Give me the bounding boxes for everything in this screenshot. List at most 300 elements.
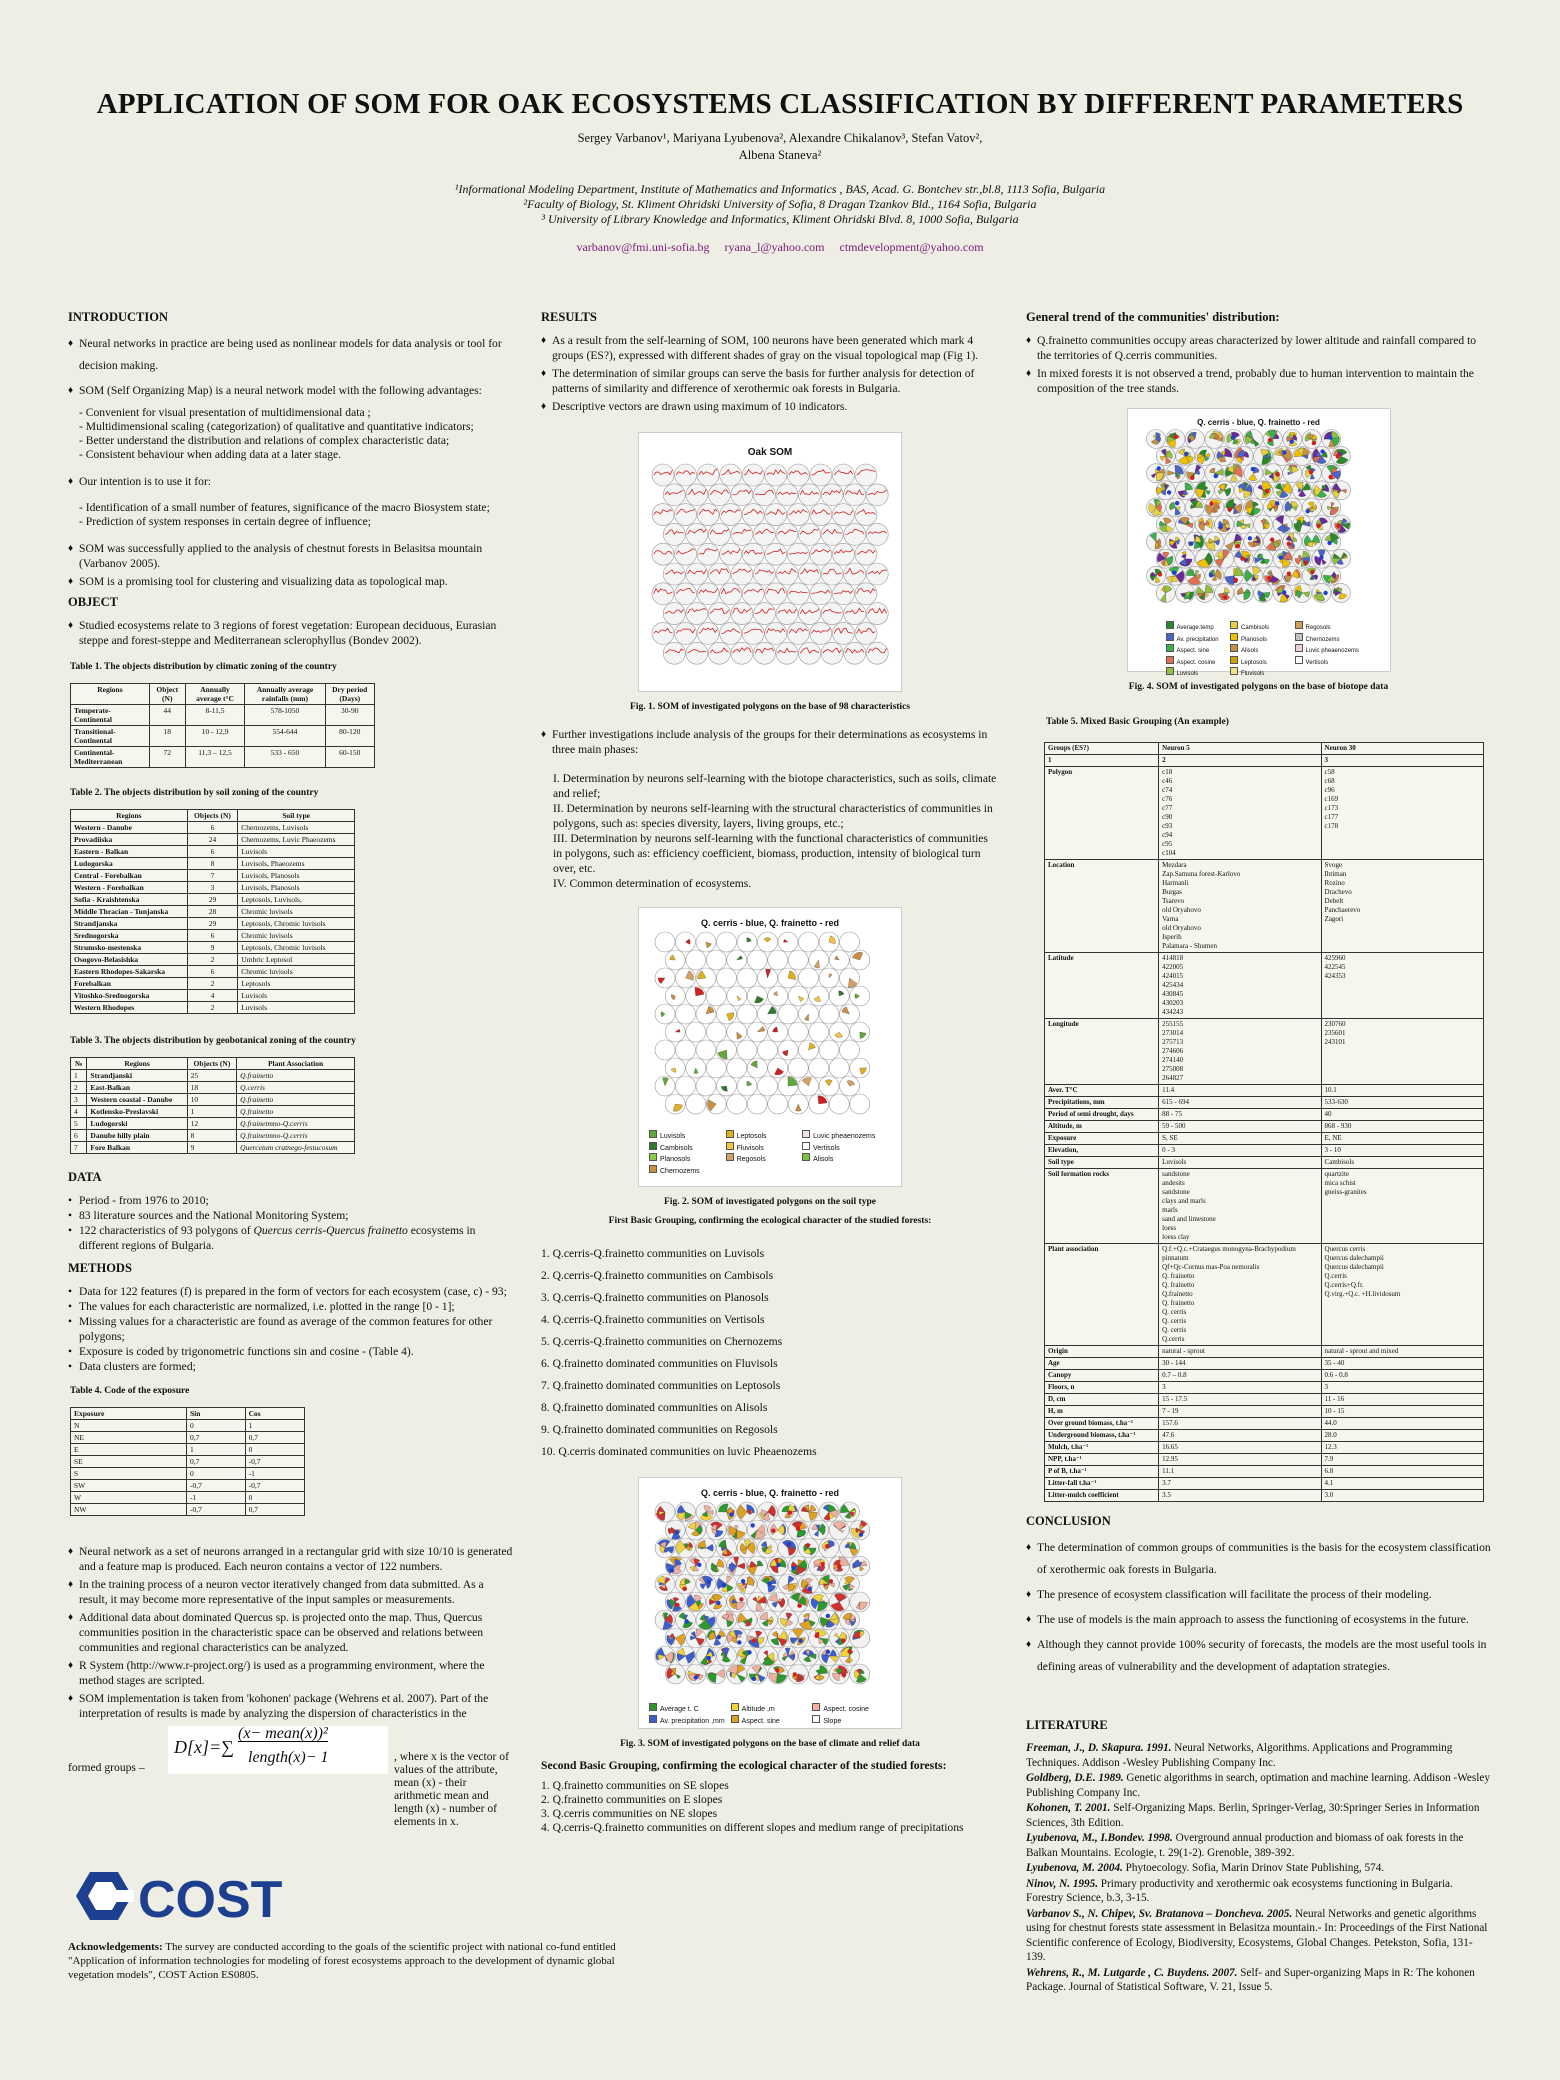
table3-cell: Q.frainetmno-Q.cerris <box>237 1130 355 1142</box>
som-marker <box>1328 475 1332 479</box>
table4-row <box>71 1420 305 1432</box>
table5-row <box>1045 1157 1484 1169</box>
methods2-item: ♦ Additional data about dominated Quercus sp. is projected onto the map. Thus, Quercus communities position in the characteristic space can be observed and relations between communities and regional characteristics can be analyzed. <box>68 1610 513 1655</box>
som-neuron <box>758 1040 778 1060</box>
table5-row <box>1045 1382 1484 1394</box>
table5-cell: Elevation, <box>1045 1145 1159 1157</box>
table4-header: Exposure <box>71 1408 187 1420</box>
table3-cell: Fore Balkan <box>87 1142 187 1154</box>
table2-row <box>71 870 355 882</box>
legend-label: Aspect. sine <box>1176 648 1210 654</box>
affiliations <box>0 182 1560 227</box>
som-neuron <box>776 642 798 664</box>
table4-cell: 0 <box>186 1420 245 1432</box>
table2-row <box>71 1002 355 1014</box>
som-marker <box>798 1639 802 1643</box>
results-item: ♦ The determination of similar groups can serve the basis for further analysis for detection of patterns of similarity and difference of xerothermic oak forests in Bulgaria. <box>541 366 999 396</box>
table3-cell: 25 <box>187 1070 237 1082</box>
table2-cell: Chromic luvisols <box>238 906 355 918</box>
table3-cell: Q.frainetto <box>237 1106 355 1118</box>
som-neuron <box>697 622 719 644</box>
table4-cell: 0 <box>186 1468 245 1480</box>
som-neuron <box>676 1040 696 1060</box>
fig3-legend <box>649 1703 894 1726</box>
literature-list <box>1026 1741 1491 1995</box>
group1-item: 8. Q.frainetto dominated communities on Alisols <box>541 1401 768 1414</box>
first-grouping-title: First Basic Grouping, confirming the ecological character of the studied forests: <box>608 1216 932 1226</box>
table5-cell: 11 - 16 <box>1321 1394 1483 1406</box>
methods2-item: ♦ Neural network as a set of neurons arranged in a rectangular grid with size 10/10 is generated and a feature map is produced. Each neuron contains a vector of 122 numbers. <box>68 1544 513 1574</box>
table5-caption: Table 5. Mixed Basic Grouping (An example) <box>1046 717 1229 727</box>
table-exposure-code <box>70 1407 305 1516</box>
table2-cell: Ludogorska <box>71 858 188 870</box>
legend-swatch <box>802 1142 810 1150</box>
fig4-som-grid <box>1128 425 1390 625</box>
column-middle <box>541 310 999 1835</box>
table4-cell: W <box>71 1492 187 1504</box>
advantages-list <box>68 406 513 462</box>
table2-cell: Luvisols <box>238 990 355 1002</box>
som-neuron <box>686 523 708 545</box>
som-neuron <box>655 1040 675 1060</box>
reference <box>1026 1861 1491 1876</box>
som-neuron <box>850 1094 870 1114</box>
som-marker <box>1230 435 1234 439</box>
group1-item: 10. Q.cerris dominated communities on luvic Pheaenozems <box>541 1445 817 1458</box>
table5-cell: c58 c68 c96 c169 c173 c177 c178 <box>1321 767 1483 860</box>
column-right <box>1026 310 1491 1996</box>
som-neuron <box>717 968 737 988</box>
som-neuron <box>652 464 674 486</box>
som-neuron <box>686 484 708 506</box>
som-marker <box>1278 556 1282 560</box>
table2-cell: 24 <box>187 834 238 846</box>
table5-cell: S, SE <box>1159 1133 1321 1145</box>
table5-row <box>1045 1145 1484 1157</box>
reference-authors: Lyubenova, M. 2004. <box>1026 1862 1123 1874</box>
object-heading: OBJECT <box>68 595 119 609</box>
legend-item <box>1166 644 1231 656</box>
legend-label: Altitude ,m <box>741 1706 775 1713</box>
som-marker <box>1189 541 1193 545</box>
som-neuron <box>652 622 674 644</box>
table1-header: Annually average rainfalls (mm) <box>245 684 325 705</box>
group2-item: 1. Q.frainetto communities on SE slopes <box>541 1779 729 1792</box>
som-neuron <box>787 464 809 486</box>
table5-cell: Cambisols <box>1321 1157 1483 1169</box>
som-neuron <box>866 642 888 664</box>
table1-cell: 8-11,5 <box>185 705 245 726</box>
legend-label: Vertisols <box>813 1144 840 1152</box>
table4-row <box>71 1492 305 1504</box>
reference-authors: Varbanov S., N. Chipev, Sv. Bratanova – Doncheva. 2005. <box>1026 1907 1293 1920</box>
advantage-item: - Convenient for visual presentation of multidimensional data ; <box>79 406 371 419</box>
legend-swatch <box>1230 644 1238 652</box>
som-neuron <box>747 950 767 970</box>
legend-item <box>1295 633 1366 645</box>
table4-cell: -0,7 <box>245 1456 304 1468</box>
som-marker <box>1190 476 1194 480</box>
phase-item: III. Determination by neurons self-learning with the functional characteristics of communities in polygons, such as: efficiency coefficient, biomass, production, intensity of biological turn over, etc. <box>553 832 988 875</box>
som-segment <box>817 1602 827 1611</box>
som-marker <box>675 1603 679 1607</box>
table2-row <box>71 966 355 978</box>
table5-cell: 47.6 <box>1159 1430 1321 1442</box>
som-neuron <box>840 932 860 952</box>
som-marker <box>1171 571 1175 575</box>
som-marker <box>1264 489 1268 493</box>
table2-cell: 6 <box>187 930 238 942</box>
som-neuron <box>708 603 730 625</box>
table2-header: Objects (N) <box>187 810 238 822</box>
intro-bullet: ♦ Neural networks in practice are being used as nonlinear models for data analysis or tool for decision making. <box>68 333 513 377</box>
som-neuron <box>788 1058 808 1078</box>
legend-swatch <box>1230 621 1238 629</box>
som-neuron <box>866 563 888 585</box>
column-left <box>68 310 513 1828</box>
emails <box>0 240 1560 255</box>
som-marker <box>788 1510 792 1514</box>
group1-item: 9. Q.frainetto dominated communities on Regosols <box>541 1423 778 1436</box>
som-marker <box>1310 570 1314 574</box>
som-neuron <box>809 1022 829 1042</box>
table1-cell: 18 <box>149 726 185 747</box>
som-neuron <box>708 642 730 664</box>
legend-label: Cambisols <box>660 1144 693 1152</box>
reference-authors: Goldberg, D.E. 1989. <box>1026 1772 1124 1784</box>
table4-cell: 1 <box>186 1444 245 1456</box>
table4-cell: -0,7 <box>245 1480 304 1492</box>
table3-cell: 1 <box>71 1070 87 1082</box>
table5-cell: 12.95 <box>1159 1454 1321 1466</box>
table1-header: Regions <box>71 684 150 705</box>
som-neuron <box>742 583 764 605</box>
som-marker <box>675 1530 679 1534</box>
reference-authors: Freeman, J., D. Skapura. 1991. <box>1026 1742 1172 1754</box>
use-item: - Identification of a small number of features, significance of the macro Biosystem state; <box>79 501 490 514</box>
som-marker <box>1247 536 1251 540</box>
som-marker <box>847 1649 851 1653</box>
table4-cell: -0,7 <box>186 1504 245 1516</box>
table5-cell: Mulch, t.ha⁻¹ <box>1045 1442 1159 1454</box>
legend-label: Aspect. cosine <box>823 1706 869 1713</box>
table5-cell: Litter-fall t.ha⁻¹ <box>1045 1478 1159 1490</box>
conclusion-item: ♦ The use of models is the main approach to assess the functioning of ecosystems in the future. <box>1026 1609 1491 1631</box>
table5-cell: Quercus cerris Quercus dalechampii Quercus dalechampii Q.cerris Q.cerris+Q.fr. Q.virg.+Q.c. +H.lividosum <box>1321 1244 1483 1346</box>
som-marker <box>837 1564 841 1568</box>
som-marker <box>826 1650 830 1654</box>
figure-2 <box>638 907 902 1187</box>
table3-header: Plant Association <box>237 1058 355 1070</box>
som-neuron <box>675 622 697 644</box>
som-marker <box>1336 524 1340 528</box>
som-marker <box>859 1533 863 1537</box>
methods-list <box>68 1284 513 1374</box>
advantage-item: - Better understand the distribution and relations of complex characteristic data; <box>79 434 450 447</box>
legend-label: Fluvisols <box>1241 671 1265 677</box>
legend-swatch <box>1230 656 1238 664</box>
legend-item <box>802 1130 894 1142</box>
som-marker <box>1305 509 1309 513</box>
som-marker <box>767 1581 771 1585</box>
table3-cell: Q.frainetto <box>237 1070 355 1082</box>
som-marker <box>771 1528 775 1532</box>
legend-item <box>649 1142 726 1154</box>
som-neuron <box>844 484 866 506</box>
som-neuron <box>652 504 674 526</box>
som-marker <box>791 1566 795 1570</box>
legend-swatch <box>812 1715 820 1723</box>
reference-text: Neural Networks, Algorithms. Applications and Programming Techniques. Addison -Wesley Publishing Company Inc. <box>1026 1742 1453 1769</box>
advantage-item: - Multidimensional scaling (categorization) of qualitative and quantitative indicators; <box>79 420 474 433</box>
email-link[interactable]: varbanov@fmi.uni-sofia.bg <box>576 240 710 254</box>
som-neuron <box>675 504 697 526</box>
table3-cell: Q.cerris <box>237 1082 355 1094</box>
legend-swatch <box>1166 621 1174 629</box>
table5-row <box>1045 1346 1484 1358</box>
som-neuron <box>727 1058 747 1078</box>
som-marker <box>1240 557 1244 561</box>
table5-cell: 3 - 10 <box>1321 1145 1483 1157</box>
table3-cell: 3 <box>71 1094 87 1106</box>
legend-label: Slope <box>823 1717 842 1725</box>
table5-cell: NPP, t.ha⁻¹ <box>1045 1454 1159 1466</box>
affiliation-2: ²Faculty of Biology, St. Kliment Ohridski University of Sofia, 8 Dragan Tzankov Bld., 1164 Sofia, Bulgaria <box>523 197 1037 211</box>
som-neuron <box>829 1058 849 1078</box>
reference <box>1026 1877 1491 1906</box>
legend-item <box>726 1130 803 1142</box>
table3-cell: Strandjanski <box>87 1070 187 1082</box>
table2-cell: 9 <box>187 942 238 954</box>
som-marker <box>1218 525 1222 529</box>
table2-cell: Chromic luvisols <box>238 966 355 978</box>
table2-row <box>71 978 355 990</box>
som-neuron <box>706 950 726 970</box>
som-marker <box>1303 560 1307 564</box>
results-heading: RESULTS <box>541 310 597 324</box>
table2-cell: Strumsko-mestenska <box>71 942 188 954</box>
table5-cell: Period of semi drought, days <box>1045 1109 1159 1121</box>
som-neuron <box>686 603 708 625</box>
som-neuron <box>686 1094 706 1114</box>
som-marker <box>1275 472 1279 476</box>
group2-item: 2. Q.frainetto communities on E slopes <box>541 1793 723 1806</box>
som-neuron <box>787 622 809 644</box>
som-marker <box>808 1587 812 1591</box>
som-marker <box>1316 523 1320 527</box>
som-neuron <box>753 642 775 664</box>
legend-item <box>649 1715 731 1727</box>
legend-swatch <box>1166 656 1174 664</box>
legend-item <box>649 1153 726 1165</box>
legend-item <box>1166 633 1231 645</box>
table3-cell: 18 <box>187 1082 237 1094</box>
som-neuron <box>787 583 809 605</box>
authors <box>0 130 1560 164</box>
som-marker <box>842 1673 846 1677</box>
som-marker <box>1223 595 1227 599</box>
table2-row <box>71 990 355 1002</box>
legend-item <box>1230 633 1295 645</box>
table2-row <box>71 846 355 858</box>
table5-cell: 88 - 75 <box>1159 1109 1321 1121</box>
table1-cell: 10 - 12,9 <box>185 726 245 747</box>
som-marker <box>1267 576 1271 580</box>
table5-row <box>1045 1418 1484 1430</box>
table5-cell: Underground biomass, t.ha⁻¹ <box>1045 1430 1159 1442</box>
som-neuron <box>742 543 764 565</box>
formula <box>168 1726 388 1774</box>
table5-cell: 3 <box>1321 1382 1483 1394</box>
legend-swatch <box>649 1703 657 1711</box>
table4-cell: -0,7 <box>186 1480 245 1492</box>
legend-label: Alisols <box>1241 648 1259 654</box>
table5-row <box>1045 1490 1484 1502</box>
som-neuron <box>717 932 737 952</box>
advantage-item: - Consistent behaviour when adding data at a later stage. <box>79 448 342 461</box>
email-link[interactable]: ryana_l@yahoo.com <box>724 240 825 254</box>
table2-cell: 6 <box>187 822 238 834</box>
legend-swatch <box>649 1142 657 1150</box>
som-marker <box>707 1580 711 1584</box>
legend-label: Cambisols <box>1241 625 1270 631</box>
results-item: ♦ Descriptive vectors are drawn using maximum of 10 indicators. <box>541 399 999 414</box>
som-marker <box>1289 440 1293 444</box>
legend-swatch <box>731 1715 739 1723</box>
table2-cell: Luvisols <box>238 1002 355 1014</box>
legend-label: Alisols <box>813 1156 834 1163</box>
group1-item: 7. Q.frainetto dominated communities on Leptosols <box>541 1379 781 1392</box>
som-neuron <box>720 504 742 526</box>
som-marker <box>1233 578 1237 582</box>
legend-item <box>1166 621 1231 633</box>
table5-cell: sandstone andesits sandstone clays and marls marls sand and limestone loess loess clay <box>1159 1169 1321 1244</box>
table2-caption: Table 2. The objects distribution by soil zoning of the country <box>70 788 319 798</box>
som-marker <box>814 1634 818 1638</box>
som-marker <box>1323 591 1327 595</box>
group1-item: 1. Q.cerris-Q.frainetto communities on Luvisols <box>541 1247 765 1260</box>
poster-title: APPLICATION OF SOM FOR OAK ECOSYSTEMS CLASSIFICATION BY DIFFERENT PARAMETERS <box>96 88 1464 120</box>
fig1-caption: Fig. 1. SOM of investigated polygons on the base of 98 characteristics <box>630 702 910 712</box>
som-marker <box>697 1563 701 1567</box>
table4-row <box>71 1468 305 1480</box>
table3-row <box>71 1130 355 1142</box>
table3-header: Regions <box>87 1058 187 1070</box>
table5-row <box>1045 1169 1484 1244</box>
som-marker <box>775 1668 779 1672</box>
conclusion-item: ♦ Although they cannot provide 100% security of forecasts, the models are the most useful tools in defining areas of vulnerability and the development of adaptation strategies. <box>1026 1634 1491 1678</box>
table2-cell: Chernozems, Luvisols <box>238 822 355 834</box>
legend-swatch <box>726 1142 734 1150</box>
table1-cell: 80-120 <box>325 726 374 747</box>
legend-swatch <box>649 1715 657 1723</box>
som-neuron <box>742 622 764 644</box>
table2-header: Regions <box>71 810 188 822</box>
som-marker <box>747 1650 751 1654</box>
table3-row <box>71 1118 355 1130</box>
table1-caption: Table 1. The objects distribution by climatic zoning of the country <box>70 662 337 672</box>
table5-row <box>1045 1370 1484 1382</box>
table3-cell: 7 <box>71 1142 87 1154</box>
email-link[interactable]: ctmdevelopment@yahoo.com <box>839 240 984 254</box>
table1-cell: 554-644 <box>245 726 325 747</box>
legend-item <box>1295 656 1366 668</box>
phases-list <box>553 771 999 891</box>
legend-label: Leptosols <box>736 1133 767 1140</box>
fig2-title: Q. cerris - blue, Q. frainetto - red <box>700 918 840 928</box>
table2-cell: 3 <box>187 882 238 894</box>
som-marker <box>821 1562 825 1566</box>
som-marker <box>826 1614 830 1618</box>
legend-label: Luvic pheaenozems <box>1305 648 1359 654</box>
fig1-title: Oak SOM <box>747 447 793 458</box>
som-neuron <box>652 583 674 605</box>
som-segment <box>788 1077 797 1086</box>
data-item <box>68 1223 513 1253</box>
legend-swatch <box>726 1130 734 1138</box>
legend-label: Av. precipitation <box>1176 636 1219 643</box>
table2-cell: Leptosols, Chromic luvisols <box>238 942 355 954</box>
reference-text: Primary productivity and xerothermic oak ecosystems functioning in Bulgaria. Forestry Science, b.3, 3-15. <box>1026 1877 1453 1904</box>
table3-cell: Kotlensko-Preslavski <box>87 1106 187 1118</box>
authors-line-1: Sergey Varbanov¹, Mariyana Lyubenova², Alexandre Chikalanov³, Stefan Vatov², <box>577 131 983 145</box>
table3-cell: 5 <box>71 1118 87 1130</box>
table3-row <box>71 1142 355 1154</box>
som-marker <box>1308 470 1312 474</box>
legend-item <box>812 1703 894 1715</box>
som-neuron <box>663 603 685 625</box>
table2-row <box>71 954 355 966</box>
table2-cell: 2 <box>187 1002 238 1014</box>
figure-1 <box>638 432 902 692</box>
group1-item: 3. Q.cerris-Q.frainetto communities on Planosols <box>541 1291 769 1304</box>
som-neuron <box>686 563 708 585</box>
methods-item: • Data clusters are formed; <box>68 1359 513 1374</box>
methods-heading: METHODS <box>68 1261 132 1275</box>
table2-cell: 29 <box>187 894 238 906</box>
fig3-title: Q. cerris - blue, Q. frainetto - red <box>700 1488 840 1498</box>
table5-row <box>1045 1442 1484 1454</box>
table1-cell: 44 <box>149 705 185 726</box>
som-marker <box>776 1563 780 1567</box>
table5-cell: 868 - 930 <box>1321 1121 1483 1133</box>
fig4-title: Q. cerris - blue, Q. frainetto - red <box>1197 418 1320 427</box>
table5-cell: Plant association <box>1045 1244 1159 1346</box>
som-neuron <box>832 622 854 644</box>
further-list <box>541 727 999 757</box>
table1-row <box>71 705 375 726</box>
table1-header: Object (N) <box>149 684 185 705</box>
table4-caption: Table 4. Code of the exposure <box>70 1386 190 1396</box>
data-list <box>68 1193 513 1253</box>
table5-cell: Precipitations, mm <box>1045 1097 1159 1109</box>
table3-cell: Ludogorski <box>87 1118 187 1130</box>
table5-cell: Soil formation rocks <box>1045 1169 1159 1244</box>
som-marker <box>752 1677 756 1681</box>
legend-item <box>1295 644 1366 656</box>
methods-item: • Missing values for a characteristic are found as average of the common features for other polygons; <box>68 1314 513 1344</box>
table4-cell: 0 <box>245 1444 304 1456</box>
authors-line-2: Albena Staneva² <box>738 148 822 162</box>
object-bullet: ♦ Studied ecosystems relate to 3 regions of forest vegetation: European deciduous, Eurasian steppe and forest-steppe and Mediterranean sclerophyllus (Bondev 2002). <box>68 618 513 648</box>
table1-cell: 30-90 <box>325 705 374 726</box>
som-neuron <box>855 583 877 605</box>
som-neuron <box>799 563 821 585</box>
legend-label: Vertisols <box>1305 659 1329 666</box>
table5-row <box>1045 1394 1484 1406</box>
reference <box>1026 1966 1491 1995</box>
som-marker <box>806 1543 810 1547</box>
